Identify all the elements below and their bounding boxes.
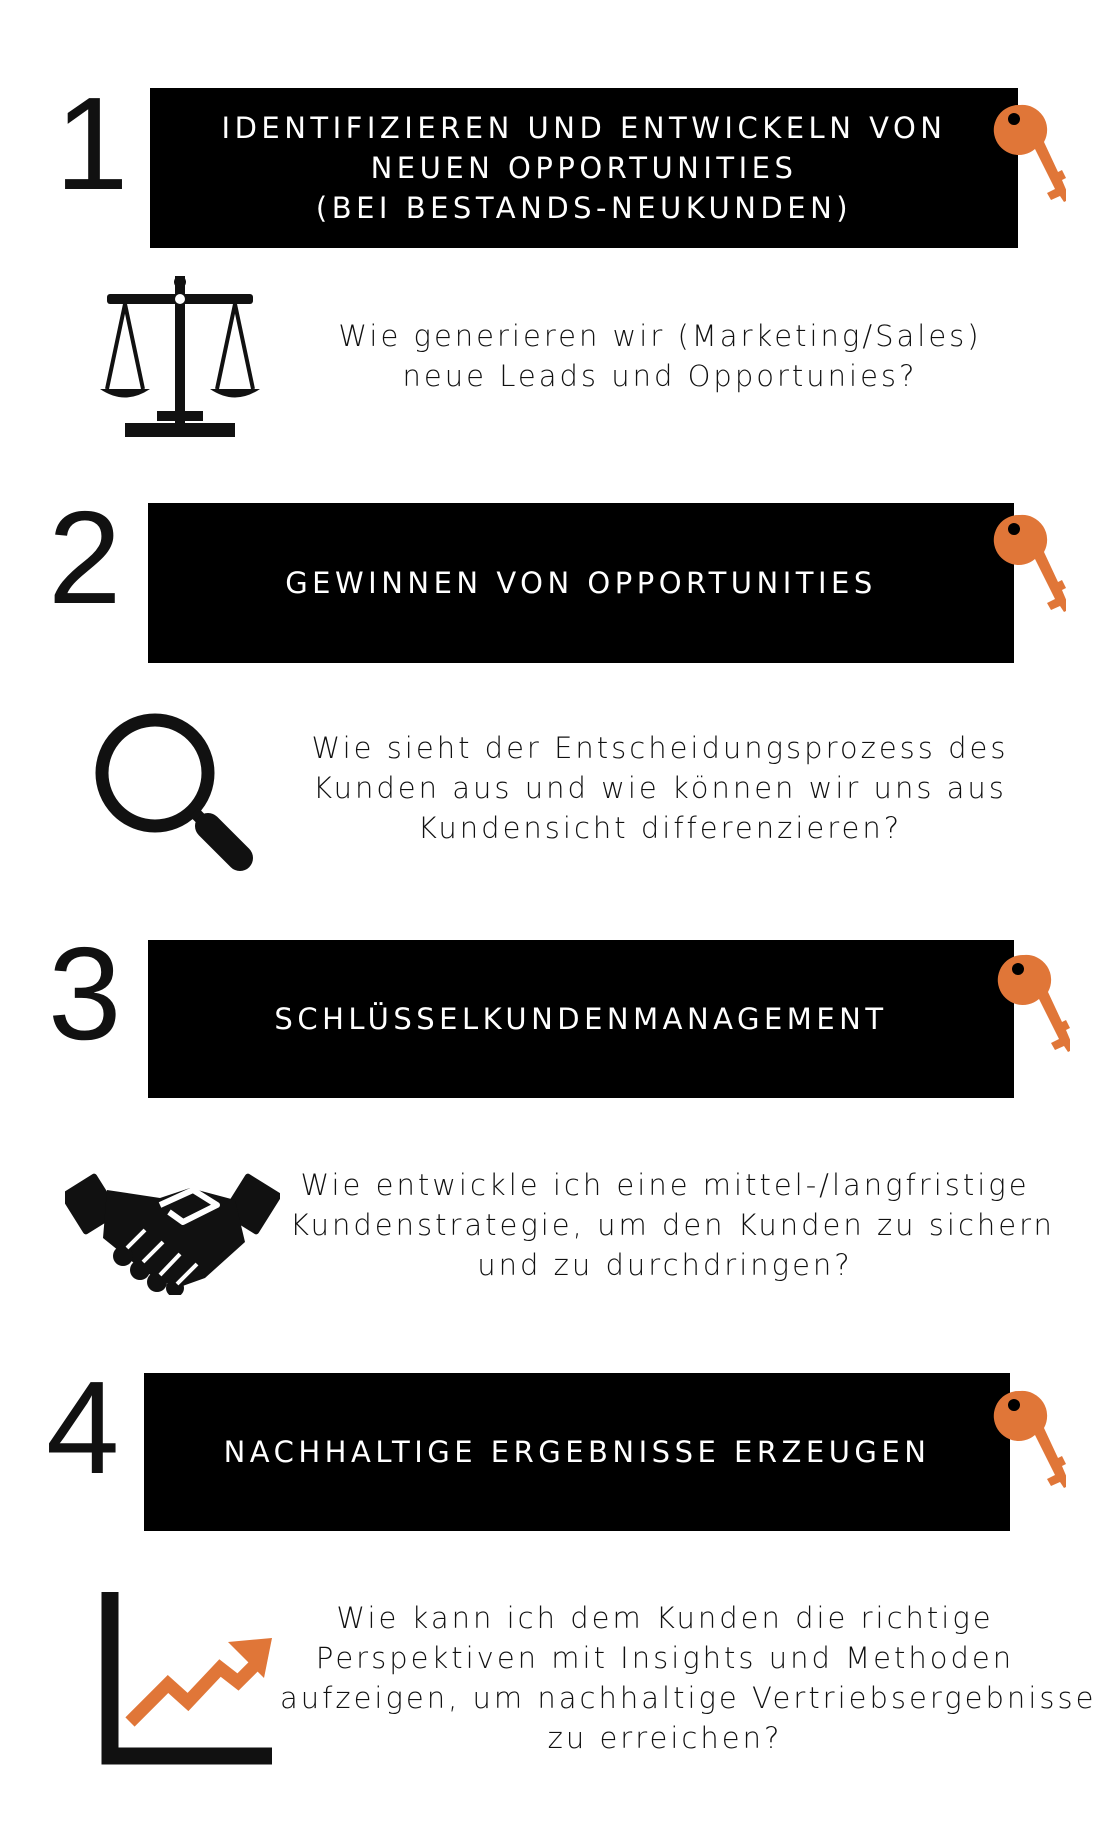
question-line: neue Leads und Opportunies? — [402, 359, 918, 393]
step-title-line: GEWINNEN VON OPPORTUNITIES — [285, 566, 877, 600]
step-number-3: 3 — [48, 920, 120, 1067]
question-line: aufzeigen, um nachhaltige Vertriebsergebnisse — [280, 1681, 1097, 1715]
question-line: Kunden aus und wie können wir uns aus — [313, 771, 1007, 805]
question-line: zu erreichen? — [547, 1721, 783, 1755]
step-title-line: NEUEN OPPORTUNITIES — [370, 151, 798, 185]
scales-icon — [95, 274, 265, 439]
question-line: Kundenstrategie, um den Kunden zu sichern — [290, 1208, 1055, 1242]
step-title-line: NACHHALTIGE ERGEBNISSE ERZEUGEN — [223, 1435, 931, 1469]
question-line: Perspektiven mit Insights und Methoden — [315, 1641, 1015, 1675]
step-question-4 — [280, 1598, 1097, 1758]
step-number-1: 1 — [55, 70, 127, 217]
question-line: und zu durchdringen? — [477, 1248, 853, 1282]
step-question-1 — [310, 316, 1010, 396]
question-line: Wie kann ich dem Kunden die richtige — [336, 1601, 994, 1635]
step-title-line: IDENTIFIZIEREN UND ENTWICKELN VON — [221, 111, 947, 145]
step-title-line: (BEI BESTANDS-NEUKUNDEN) — [315, 191, 853, 225]
step-banner-3 — [148, 940, 1014, 1098]
growth-chart-icon — [100, 1592, 275, 1767]
magnifier-icon — [90, 708, 260, 878]
key-icon — [992, 102, 1066, 202]
question-line: Wie generieren wir (Marketing/Sales) — [338, 319, 982, 353]
question-line: Wie entwickle ich eine mittel-/langfristige — [300, 1168, 1030, 1202]
step-number-2: 2 — [48, 484, 120, 631]
question-line: Wie sieht der Entscheidungsprozess des — [311, 731, 1009, 765]
key-icon — [996, 952, 1070, 1052]
step-question-2 — [300, 728, 1020, 848]
step-banner-4 — [144, 1373, 1010, 1531]
question-line: Kundensicht differenzieren? — [417, 811, 903, 845]
step-banner-2 — [148, 503, 1014, 663]
step-banner-1 — [150, 88, 1018, 248]
step-question-3 — [290, 1165, 1055, 1285]
handshake-icon — [65, 1160, 280, 1295]
step-title-line: SCHLÜSSELKUNDENMANAGEMENT — [274, 1002, 888, 1036]
key-icon — [992, 1388, 1066, 1488]
step-number-4: 4 — [46, 1354, 118, 1501]
key-icon — [992, 512, 1066, 612]
